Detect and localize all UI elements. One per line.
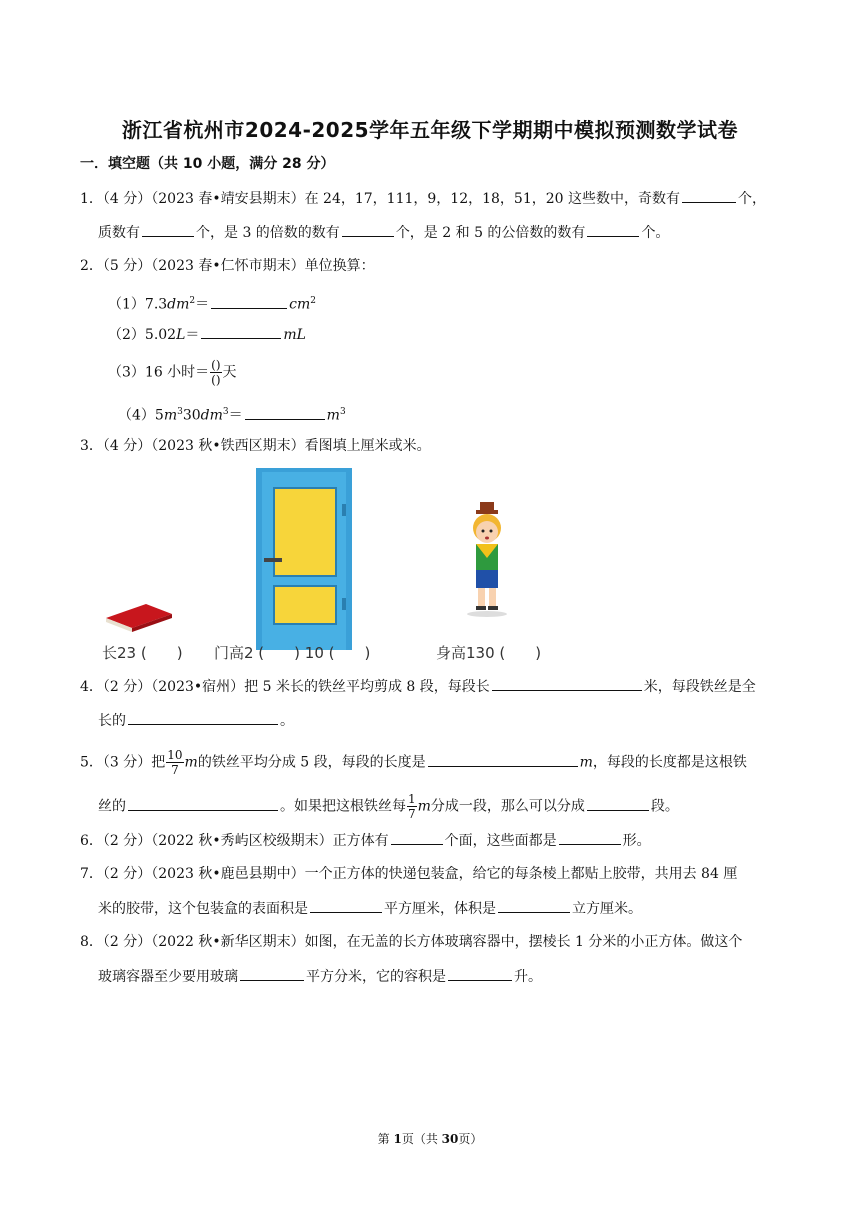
- question-2-part-4: $(4)5m^330dm^3= m^3$: [118, 402, 346, 426]
- question-1-line-2: 质数有 个，是 3 的倍数的数有 个，是 2 和 5 的公倍数的数有 个。: [98, 222, 669, 243]
- answer-blank[interactable]: [128, 796, 278, 811]
- answer-blank[interactable]: [448, 966, 512, 981]
- answer-blank[interactable]: [245, 405, 325, 420]
- question-8-line-1: 8．（2 分）（2022 秋•新华区期末）如图，在无盖的长方体玻璃容器中，摆棱长 1 分米的小正方体。做这个: [80, 934, 743, 950]
- answer-blank[interactable]: [342, 222, 394, 237]
- answer-blank[interactable]: [310, 898, 382, 913]
- fraction: $\frac{()}{()}$: [211, 358, 221, 387]
- answer-blank[interactable]: [682, 188, 736, 203]
- boy-illustration: [464, 502, 510, 622]
- book-illustration: [102, 600, 174, 634]
- door-illustration: [256, 468, 352, 650]
- page-title: 浙江省杭州市2024-2025学年五年级下学期期中模拟预测数学试卷: [121, 118, 739, 142]
- question-7-line-1: 7．（2 分）（2023 秋•鹿邑县期中）一个正方体的快递包装盒，给它的每条棱上都贴上胶带，共用去 84 厘: [80, 866, 738, 882]
- section-heading: 一．填空题（共 10 小题，满分 28 分）: [80, 156, 335, 172]
- answer-blank[interactable]: [201, 324, 281, 339]
- question-2-part-1: $(1)7.3dm^2= cm^2$: [108, 291, 316, 315]
- question-1-line-1: 1．（4 分）（2023 春•靖安县期末）在 24，17，111，9，12，18，51，20 这些数中，奇数有 个，: [80, 188, 766, 209]
- question-2-heading: 2．（5 分）（2023 春•仁怀市期末）单位换算：: [80, 258, 375, 274]
- question-5-line-1: 5．（3 分）把 $\frac{10}{7}$ m的铁丝平均分成 5 段，每段的长度是 m，每段的长度都是这根铁: [80, 748, 747, 777]
- question-7-line-2: 米的胶带，这个包装盒的表面积是 平方厘米，体积是 立方厘米。: [98, 898, 642, 919]
- answer-blank[interactable]: [492, 676, 642, 691]
- question-3-figure: [96, 462, 556, 662]
- question-2-part-2: （2）5.02L＝ mL: [108, 324, 306, 345]
- fraction: $\frac{10}{7}$: [167, 748, 183, 777]
- question-8-line-2: 玻璃容器至少要用玻璃 平方分米，它的容积是 升。: [98, 966, 542, 987]
- question-3-heading: 3．（4 分）（2023 秋•铁西区期末）看图填上厘米或米。: [80, 438, 431, 454]
- question-5-line-2: 丝的 。如果把这根铁丝每 $\frac{1}{7}$ m分成一段，那么可以分成 段。: [98, 792, 679, 821]
- answer-blank[interactable]: [240, 966, 304, 981]
- page-footer: 第 1页（共 30页）: [377, 1132, 483, 1146]
- question-4-line-2: 长的 。: [98, 710, 294, 731]
- answer-blank[interactable]: [587, 796, 649, 811]
- question-6: 6．（2 分）（2022 秋•秀屿区校级期末）正方体有 个面，这些面都是 形。: [80, 830, 651, 851]
- question-2-part-3: （3）16 小时＝ $\frac{()}{()}$ 天: [108, 358, 237, 387]
- figure-caption-door: 门高2 ( ) 10 ( ): [214, 644, 371, 662]
- answer-blank[interactable]: [559, 830, 621, 845]
- figure-caption-boy: 身高130 ( ): [436, 644, 542, 662]
- question-4-line-1: 4．（2 分）（2023•宿州）把 5 米长的铁丝平均剪成 8 段，每段长 米，每段铁丝是全: [80, 676, 756, 697]
- answer-blank[interactable]: [391, 830, 443, 845]
- fraction: $\frac{1}{7}$: [408, 792, 416, 821]
- figure-caption-book: 长23 ( ): [102, 644, 183, 662]
- answer-blank[interactable]: [587, 222, 639, 237]
- answer-blank[interactable]: [211, 294, 287, 309]
- answer-blank[interactable]: [142, 222, 194, 237]
- answer-blank[interactable]: [128, 710, 278, 725]
- answer-blank[interactable]: [428, 752, 578, 767]
- answer-blank[interactable]: [498, 898, 570, 913]
